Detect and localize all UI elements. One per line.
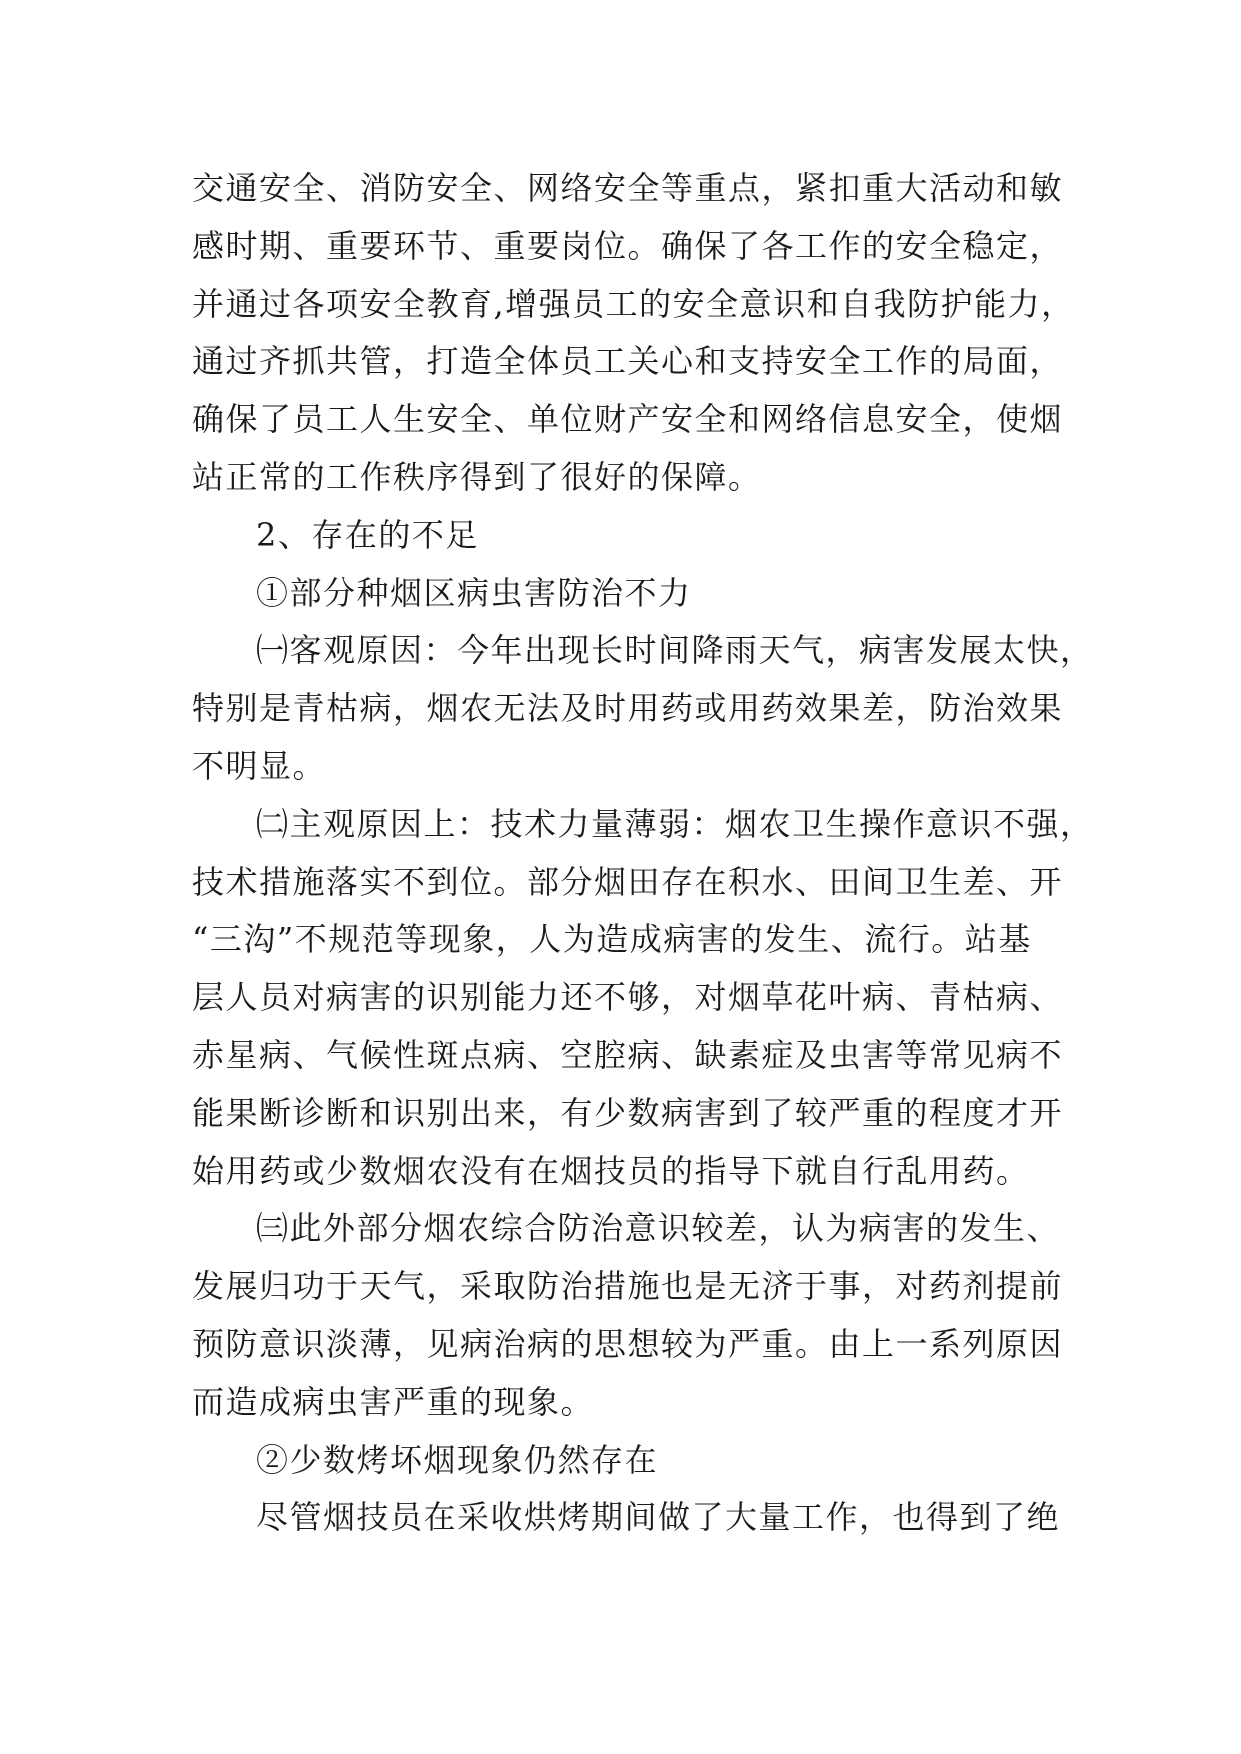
text-line: 交通安全、消防安全、网络安全等重点，紧扣重大活动和敏 — [192, 169, 1064, 207]
text-line: 始用药或少数烟农没有在烟技员的指导下就自行乱用药。 — [192, 1151, 1030, 1190]
text-line: 并通过各项安全教育,增强员工的安全意识和自我防护能力， — [192, 284, 1075, 323]
text-line: 发展归功于天气，采取防治措施也是无济于事，对药剂提前 — [192, 1267, 1064, 1306]
text-line: 站正常的工作秩序得到了很好的保障。 — [192, 457, 762, 496]
text-line: 确保了员工人生安全、单位财产安全和网络信息安全，使烟 — [192, 400, 1064, 439]
subsection-heading: ②少数烤坏烟现象仍然存在 — [256, 1440, 659, 1479]
text-line: 赤星病、气候性斑点病、空腔病、缺素症及虫害等常见病不 — [192, 1035, 1064, 1074]
text-line: 技术措施落实不到位。部分烟田存在积水、田间卫生差、开 — [192, 862, 1064, 901]
text-line: 而造成病虫害严重的现象。 — [192, 1382, 595, 1421]
text-line: ㈢此外部分烟农综合防治意识较差，认为病害的发生、 — [256, 1209, 1061, 1248]
text-line: 能果断诊断和识别出来，有少数病害到了较严重的程度才开 — [192, 1093, 1064, 1132]
text-line: ㈡主观原因上：技术力量薄弱：烟农卫生操作意识不强， — [256, 804, 1094, 843]
document-body — [192, 160, 1092, 1547]
text-line: 不明显。 — [192, 746, 327, 785]
text-line: “三沟”不规范等现象，人为造成病害的发生、流行。站基 — [192, 920, 1032, 959]
text-line: 特别是青枯病，烟农无法及时用药或用药效果差，防治效果 — [192, 689, 1064, 728]
text-line: 感时期、重要环节、重要岗位。确保了各工作的安全稳定， — [192, 226, 1064, 265]
section-heading: 2、存在的不足 — [256, 515, 479, 554]
text-line: ㈠客观原因：今年出现长时间降雨天气，病害发展太快， — [256, 631, 1094, 670]
subsection-heading: ①部分种烟区病虫害防治不力 — [256, 573, 692, 612]
text-line: 层人员对病害的识别能力还不够，对烟草花叶病、青枯病、 — [192, 978, 1064, 1017]
text-line: 尽管烟技员在采收烘烤期间做了大量工作，也得到了绝 — [256, 1498, 1061, 1537]
text-line: 预防意识淡薄，见病治病的思想较为严重。由上一系列原因 — [192, 1324, 1064, 1363]
text-line: 通过齐抓共管，打造全体员工关心和支持安全工作的局面， — [192, 342, 1064, 381]
